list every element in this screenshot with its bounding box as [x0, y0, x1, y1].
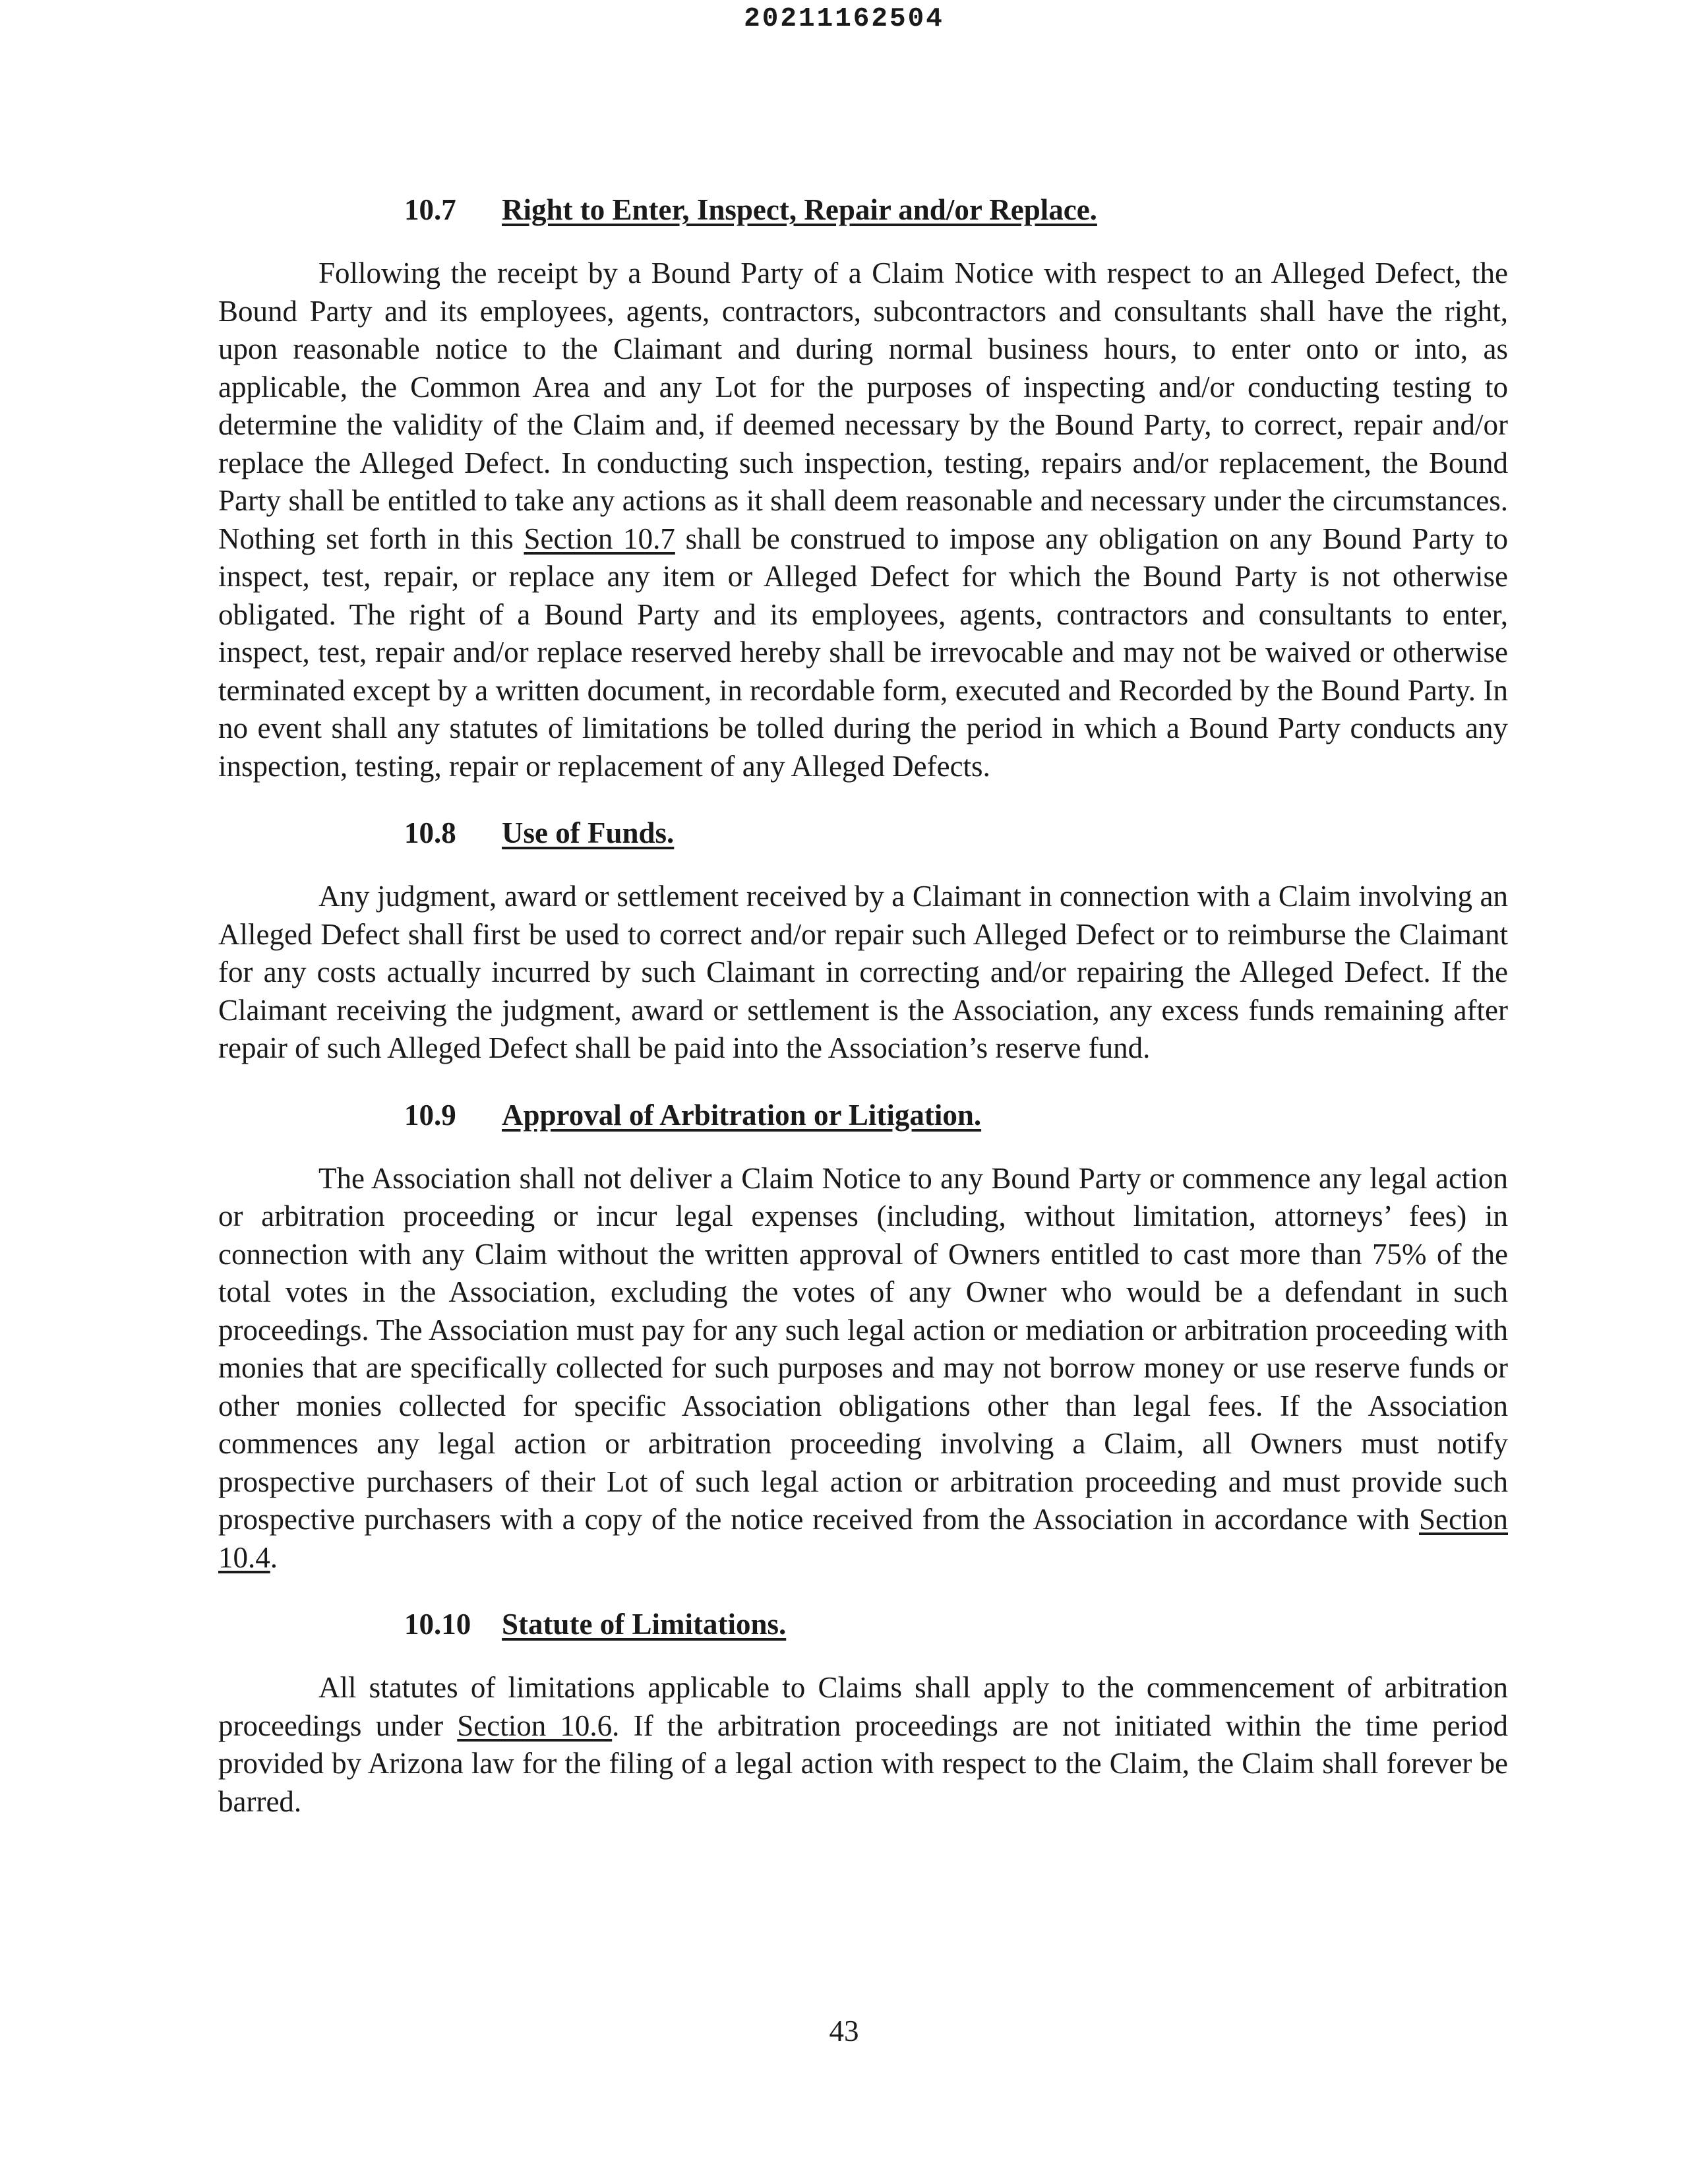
- paragraph-text: shall be construed to impose any obligation on any Bound Party to inspect, test, repair, or replace any item or Alleged Defect for which the Bound Party is not otherwise obligated. The right of a Bound Party and its employees, agents, contractors and consultants to enter, inspect, test, repair and/or replace reserved hereby shall be irrevocable and may not be waived or otherwise terminated except by a written document, in recordable form, executed and Recorded by the Bound Party. In no event shall any statutes of limitations be tolled during the period in which a Bound Party conducts any inspection, testing, repair or replacement of any Alleged Defects.: [218, 522, 1509, 783]
- paragraph-text: The Association shall not deliver a Claim Notice to any Bound Party or commence any legal action or arbitration proceeding or incur legal expenses (including, without limitation, attorneys’ fees) in connection with any Claim without the written approval of Owners entitled to cast more than 75% of the total votes in the Association, excluding the votes of any Owner who would be a defendant in such proceedings. The Association must pay for any such legal action or mediation or arbitration proceeding with monies that are specifically collected for such purposes and may not borrow money or use reserve funds or other monies collected for specific Association obligations other than legal fees. If the Association commences any legal action or arbitration proceeding involving a Claim, all Owners must notify prospective purchasers of their Lot of such legal action or arbitration proceeding and must provide such prospective purchasers with a copy of the notice received from the Association in accordance with: [218, 1161, 1508, 1536]
- section-paragraph-10-10: [218, 1669, 1508, 1821]
- section-number: 10.10: [404, 1608, 471, 1641]
- section-title: Use of Funds.: [502, 816, 675, 849]
- section-number: 10.9: [404, 1098, 456, 1132]
- section-reference-link[interactable]: Section 10.4: [218, 1503, 1508, 1574]
- section-title: Approval of Arbitration or Litigation.: [502, 1098, 982, 1132]
- paragraph-text: . If the arbitration proceedings are not initiated within the time period provided by Arizona law for the filing of a legal action with respect to the Claim, the Claim shall forever be barred.: [218, 1709, 1509, 1818]
- section-paragraph-10-8: [218, 878, 1508, 1068]
- section-title: Statute of Limitations.: [502, 1608, 787, 1641]
- paragraph-text: Any judgment, award or settlement received by a Claimant in connection with a Claim involving an Alleged Defect shall first be used to correct and/or repair such Alleged Defect or to reimburse the Claimant for any costs actually incurred by such Claimant in correcting and/or repairing the Alleged Defect. If the Claimant receiving the judgment, award or settlement is the Association, any excess funds remaining after repair of such Alleged Defect shall be paid into the Association’s reserve fund.: [218, 880, 1508, 1064]
- section-heading-10-7: [218, 191, 1508, 228]
- section-title: Right to Enter, Inspect, Repair and/or Replace.: [502, 193, 1097, 226]
- section-heading-10-10: [218, 1606, 1508, 1643]
- section-number: 10.8: [404, 816, 456, 849]
- paragraph-text: .: [270, 1540, 278, 1574]
- section-heading-10-9: [218, 1097, 1508, 1134]
- section-reference-link[interactable]: Section 10.7: [524, 522, 675, 555]
- section-paragraph-10-7: [218, 255, 1508, 785]
- paragraph-text: All statutes of limitations applicable to Claims shall apply to the commencement of arbitration proceedings under: [218, 1671, 1508, 1742]
- section-number: 10.7: [404, 193, 456, 226]
- paragraph-text: Following the receipt by a Bound Party of a Claim Notice with respect to an Alleged Defect, the Bound Party and its employees, agents, contractors, subcontractors and consultants shall have the right, upon reasonable notice to the Claimant and during normal business hours, to enter onto or into, as applicable, the Common Area and any Lot for the purposes of inspecting and/or conducting testing to determine the validity of the Claim and, if deemed necessary by the Bound Party, to correct, repair and/or replace the Alleged Defect. In conducting such inspection, testing, repairs and/or replacement, the Bound Party shall be entitled to take any actions as it shall deem reasonable and necessary under the circumstances. Nothing set forth in this: [218, 257, 1508, 555]
- page-number: 43: [829, 2015, 859, 2048]
- section-reference-link[interactable]: Section 10.6: [457, 1709, 613, 1742]
- section-paragraph-10-9: [218, 1160, 1508, 1577]
- section-heading-10-8: [218, 814, 1508, 851]
- document-number: 20211162504: [744, 4, 944, 34]
- document-body: [218, 191, 1508, 1821]
